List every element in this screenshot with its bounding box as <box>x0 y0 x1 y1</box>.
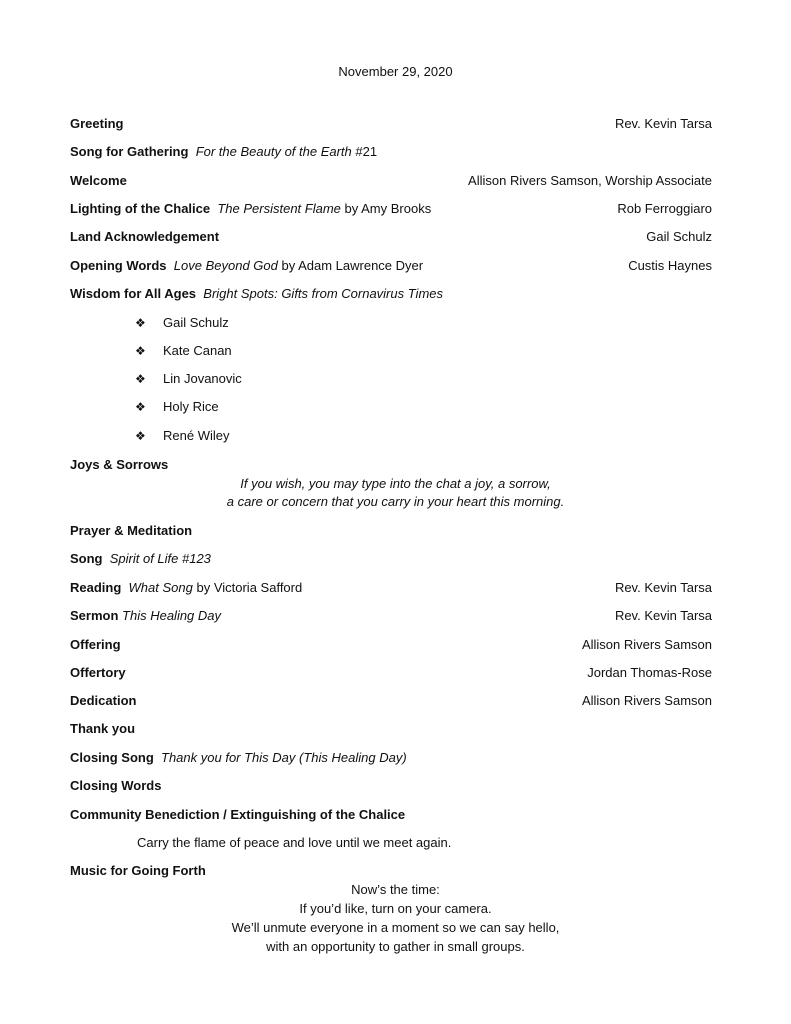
item-person: Rev. Kevin Tarsa <box>614 608 712 623</box>
diamond-bullet-icon: ❖ <box>135 344 146 358</box>
order-item <box>70 720 712 738</box>
list-item <box>135 427 229 445</box>
item-title: Opening Words <box>70 258 167 273</box>
service-date: November 29, 2020 <box>338 64 453 79</box>
order-item <box>70 522 712 540</box>
item-tail: #21 <box>351 144 378 159</box>
item-title: Greeting <box>70 116 124 131</box>
order-item <box>70 607 712 625</box>
item-title: Thank you <box>70 721 136 736</box>
item-title: Community Benediction / Extinguishing of the Chalice <box>70 807 406 822</box>
order-item <box>70 636 712 654</box>
item-subtitle: Thank you for This Day (This Healing Day) <box>161 750 407 765</box>
item-person: Rob Ferroggiaro <box>617 201 712 216</box>
list-item <box>135 398 219 416</box>
item-title: Song for Gathering <box>70 144 189 159</box>
item-person: Allison Rivers Samson <box>581 693 712 708</box>
bullet-text: Holy Rice <box>163 399 219 414</box>
closing-note-line: If you’d like, turn on your camera. <box>299 901 492 916</box>
item-title: Offertory <box>70 665 126 680</box>
order-item <box>70 550 712 568</box>
joys-instruction: If you wish, you may type into the chat a joy, a sorrow, <box>240 476 551 491</box>
item-title: Joys & Sorrows <box>70 457 169 472</box>
item-title: Prayer & Meditation <box>70 523 193 538</box>
list-item <box>135 342 232 360</box>
list-item <box>135 314 229 332</box>
list-item <box>135 370 242 388</box>
diamond-bullet-icon: ❖ <box>135 400 146 414</box>
item-subtitle: Bright Spots: Gifts from Cornavirus Times <box>203 286 444 301</box>
order-item <box>70 456 712 474</box>
order-item <box>70 172 712 190</box>
item-subtitle: Spirit of Life #123 <box>109 551 211 566</box>
bullet-text: Kate Canan <box>163 343 232 358</box>
item-subtitle: The Persistent Flame <box>217 201 341 216</box>
order-item <box>70 777 712 795</box>
item-tail: by Victoria Safford <box>192 580 303 595</box>
order-item <box>70 806 712 824</box>
item-subtitle: Love Beyond God <box>173 258 278 273</box>
item-title: Closing Song <box>70 750 154 765</box>
item-title: Music for Going Forth <box>70 863 206 878</box>
item-person: Allison Rivers Samson <box>581 637 712 652</box>
order-item <box>70 692 712 710</box>
order-item <box>70 200 712 218</box>
item-person: Custis Haynes <box>628 258 712 273</box>
joys-instruction: a care or concern that you carry in your heart this morning. <box>226 494 565 509</box>
diamond-bullet-icon: ❖ <box>135 372 146 386</box>
closing-note-line: Now’s the time: <box>351 882 440 897</box>
item-person: Allison Rivers Samson, Worship Associate <box>468 173 712 188</box>
benediction-text: Carry the flame of peace and love until we meet again. <box>137 835 452 850</box>
item-person: Rev. Kevin Tarsa <box>614 580 712 595</box>
order-item <box>70 115 712 133</box>
item-title: Welcome <box>70 173 127 188</box>
item-subtitle: What Song <box>128 580 193 595</box>
diamond-bullet-icon: ❖ <box>135 316 146 330</box>
item-title: Offering <box>70 637 121 652</box>
item-person: Gail Schulz <box>646 229 712 244</box>
item-title: Sermon <box>70 608 119 623</box>
item-title: Land Acknowledgement <box>70 229 220 244</box>
item-tail: by Amy Brooks <box>340 201 432 216</box>
item-person: Rev. Kevin Tarsa <box>614 116 712 131</box>
item-title: Lighting of the Chalice <box>70 201 211 216</box>
item-tail: by Adam Lawrence Dyer <box>277 258 424 273</box>
item-person: Jordan Thomas-Rose <box>587 665 712 680</box>
item-title: Song <box>70 551 103 566</box>
bullet-text: Lin Jovanovic <box>163 371 242 386</box>
diamond-bullet-icon: ❖ <box>135 429 146 443</box>
order-item <box>70 862 712 880</box>
item-title: Wisdom for All Ages <box>70 286 197 301</box>
order-item <box>70 664 712 682</box>
item-title: Closing Words <box>70 778 162 793</box>
order-item <box>70 579 712 597</box>
order-item <box>70 285 712 303</box>
closing-note-line: with an opportunity to gather in small groups. <box>266 939 525 954</box>
order-item <box>70 257 712 275</box>
order-item <box>70 749 712 767</box>
bullet-text: René Wiley <box>163 428 230 443</box>
item-subtitle: For the Beauty of the Earth <box>195 144 352 159</box>
closing-note-line: We’ll unmute everyone in a moment so we can say hello, <box>231 920 560 935</box>
bullet-text: Gail Schulz <box>163 315 229 330</box>
item-subtitle: This Healing Day <box>122 608 222 623</box>
order-item <box>70 228 712 246</box>
order-item <box>70 143 712 161</box>
item-title: Reading <box>70 580 122 595</box>
item-title: Dedication <box>70 693 137 708</box>
